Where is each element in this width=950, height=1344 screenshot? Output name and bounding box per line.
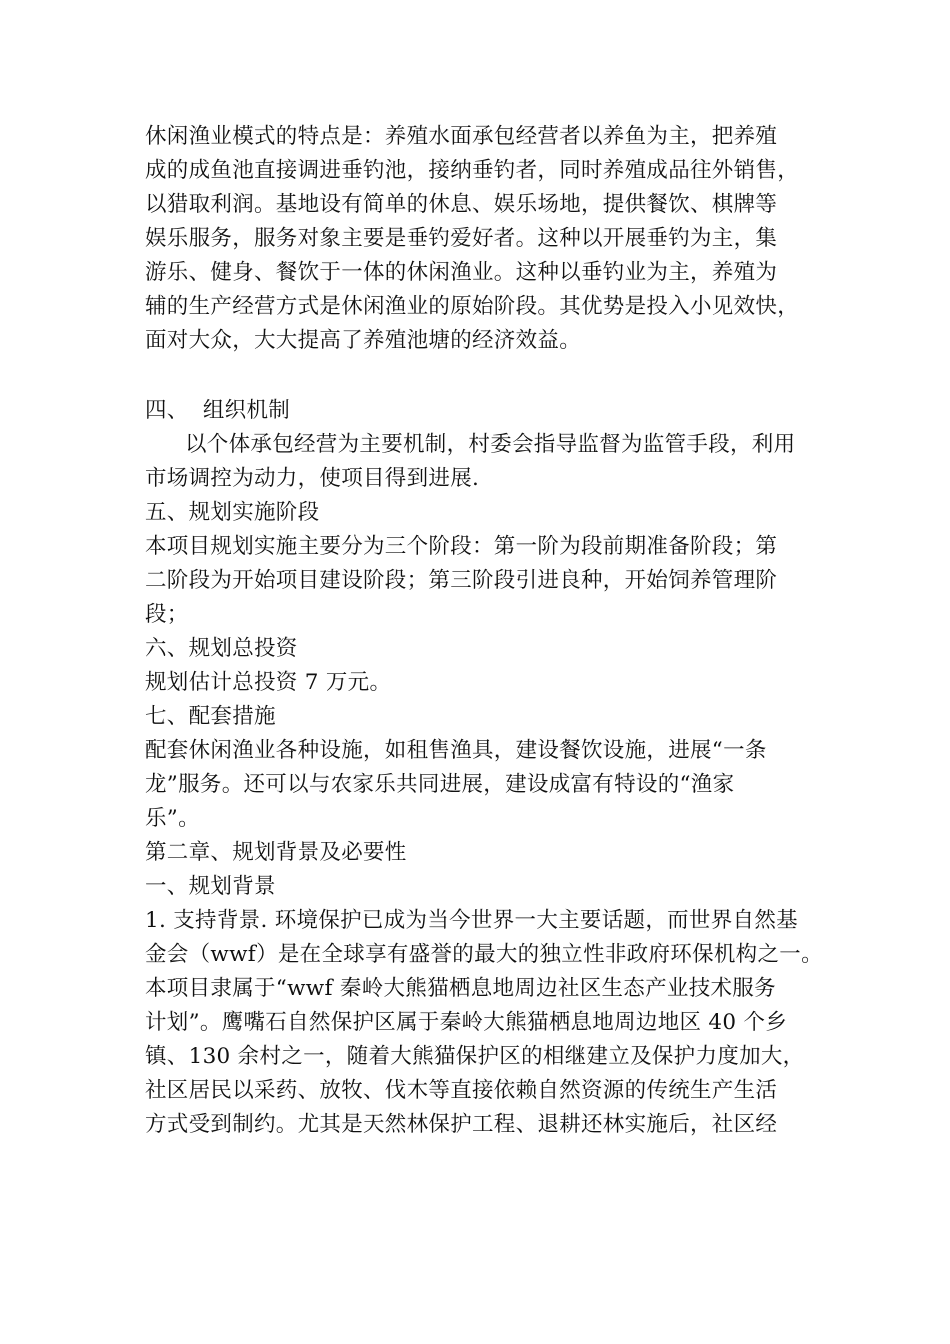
paragraph-line: 面对大众，大大提高了养殖池塘的经济效益。 [145,328,582,353]
paragraph-line: 辅的生产经营方式是休闲渔业的原始阶段。其优势是投入小见效快， [145,294,800,319]
paragraph-line: 以猎取利润。基地设有简单的休息、娱乐场地，提供餐饮、棋牌等 [145,192,778,217]
paragraph-line: 休闲渔业模式的特点是：养殖水面承包经营者以养鱼为主，把养殖 [145,124,778,149]
paragraph-line: 1. 支持背景. 环境保护已成为当今世界一大主要话题，而世界自然基 [145,908,798,933]
paragraph-line: 成的成鱼池直接调进垂钓池，接纳垂钓者，同时养殖成品往外销售， [145,158,800,183]
paragraph-gap [145,358,835,394]
paragraph-line: 金会（wwf）是在全球享有盛誉的最大的独立性非政府环保机构之一。 [145,942,823,967]
paragraph-line: 镇、130 余村之一，随着大熊猫保护区的相继建立及保护力度加大， [145,1044,805,1069]
paragraph-line: 龙”服务。还可以与农家乐共同进展，建设成富有特设的“渔家 [145,772,735,797]
document-body [145,120,835,1142]
section-heading: 一、规划背景 [145,874,276,899]
paragraph-line: 配套休闲渔业各种设施，如租售渔具，建设餐饮设施，进展“一条 [145,738,767,763]
paragraph-line: 方式受到制约。尤其是天然林保护工程、退耕还林实施后，社区经 [145,1112,778,1137]
paragraph-line: 乐”。 [145,806,200,831]
paragraph-line: 段； [145,602,189,627]
paragraph-line: 游乐、健身、餐饮于一体的休闲渔业。这种以垂钓业为主，养殖为 [145,260,778,285]
paragraph-line: 市场调控为动力，使项目得到进展. [145,466,480,491]
chapter-heading: 第二章、规划背景及必要性 [145,840,407,865]
section-heading: 七、配套措施 [145,704,276,729]
paragraph-line: 社区居民以采药、放牧、伐木等直接依赖自然资源的传统生产生活 [145,1078,778,1103]
section-heading: 五、规划实施阶段 [145,500,320,525]
paragraph-line: 二阶段为开始项目建设阶段；第三阶段引进良种，开始饲养管理阶 [145,568,778,593]
paragraph-line: 以个体承包经营为主要机制，村委会指导监督为监管手段，利用 [185,432,796,457]
paragraph-line: 计划”。鹰嘴石自然保护区属于秦岭大熊猫栖息地周边地区 40 个乡 [145,1010,788,1035]
paragraph-line: 本项目隶属于“wwf 秦岭大熊猫栖息地周边社区生态产业技术服务 [145,976,776,1001]
section-heading: 四、 组织机制 [145,398,291,423]
section-heading: 六、规划总投资 [145,636,298,661]
paragraph-line: 本项目规划实施主要分为三个阶段：第一阶为段前期准备阶段；第 [145,534,778,559]
paragraph-line: 规划估计总投资 7 万元。 [145,670,392,695]
paragraph-line: 娱乐服务，服务对象主要是垂钓爱好者。这种以开展垂钓为主，集 [145,226,778,251]
